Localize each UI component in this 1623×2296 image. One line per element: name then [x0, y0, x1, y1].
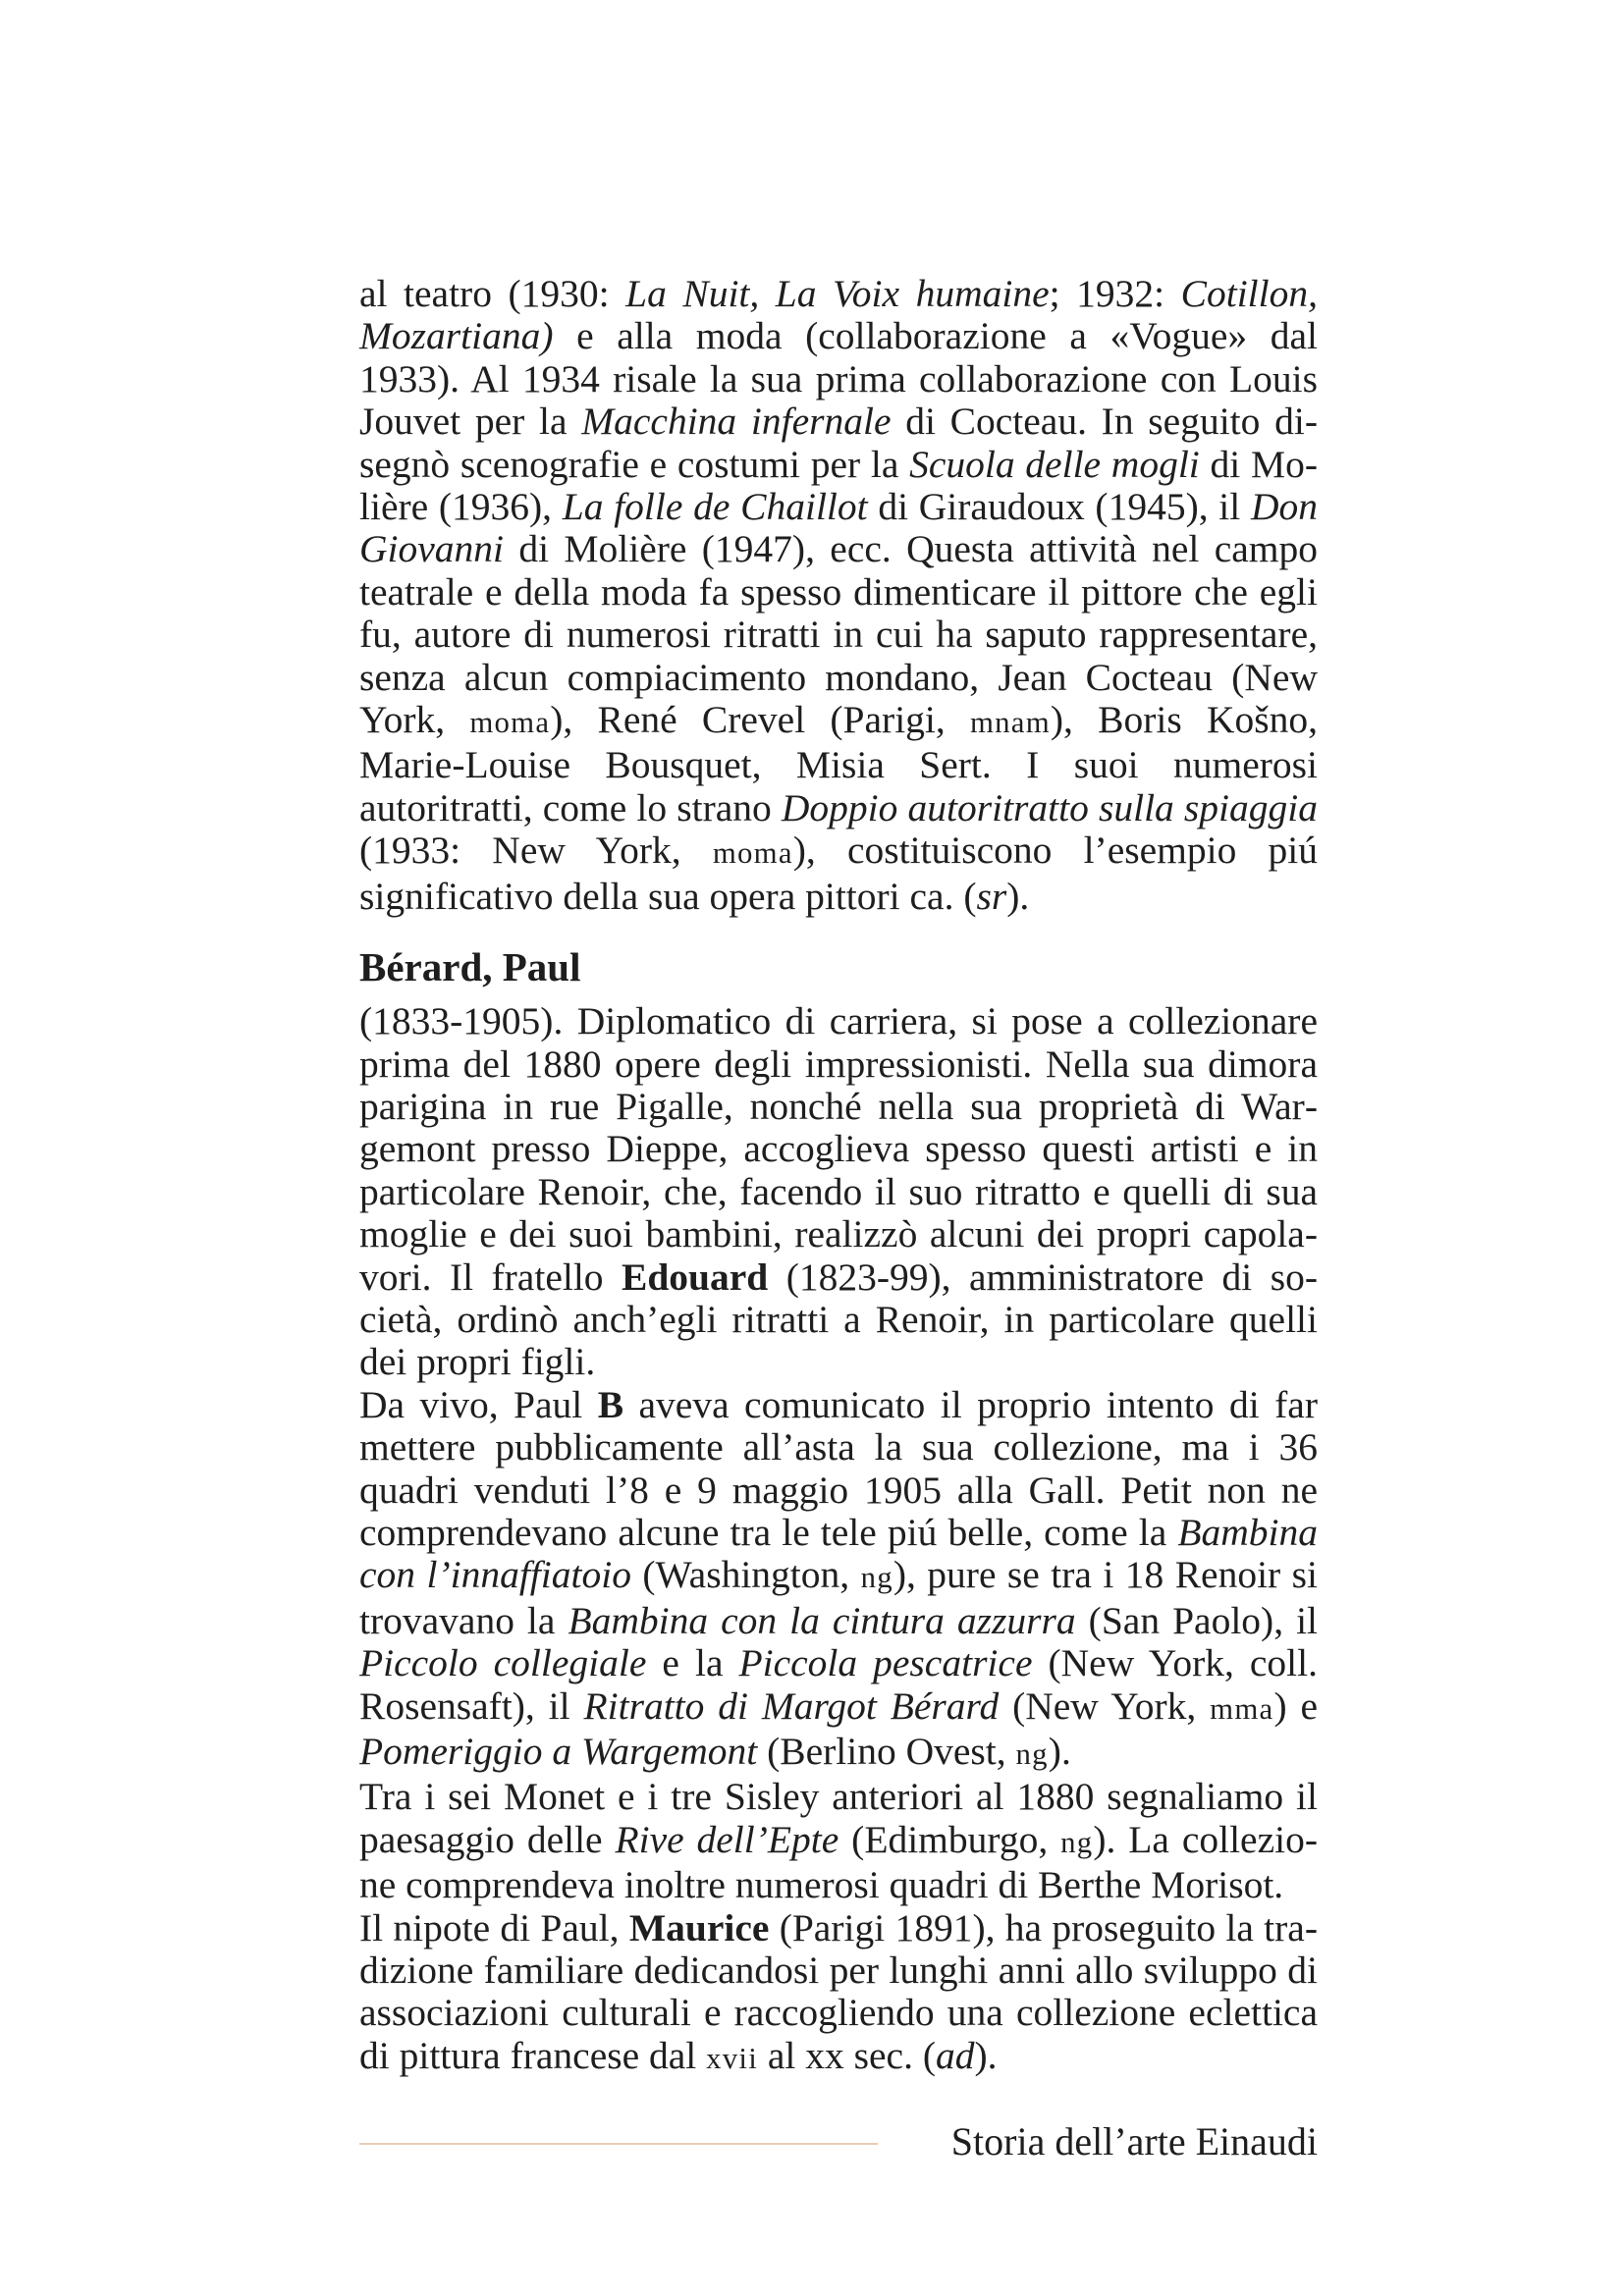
text-run: (Parigi 1891), ha proseguito la tradizione familiare dedicandosi per lunghi anni allo sviluppo di associazioni culturali e raccogliendo una collezione eclettica di pittura francese dal [359, 1905, 1318, 2077]
continued-entry-paragraph [359, 273, 1318, 918]
text-run: ) e [1273, 1683, 1319, 1728]
text-run: ), René Crevel (Parigi, [550, 698, 970, 742]
text-run: ). La collezione comprendeva inoltre numerosi quadri di Berthe Morisot. [359, 1817, 1318, 1907]
text-run: ; 1932: [1049, 272, 1181, 315]
text-run: (Edimburgo, [839, 1817, 1061, 1861]
text-run: ), costituiscono l’esempio piú significativo della sua opera pittori ca. ( [359, 828, 1318, 918]
text-run: di Molière (1936), [359, 442, 1318, 529]
small-caps-text: xvii [706, 2041, 758, 2075]
italic-text: Scuola delle mogli [909, 442, 1200, 486]
text-run: (San Paolo), il [1075, 1598, 1319, 1642]
italic-text: Bambina con la cintura azzurra [568, 1598, 1076, 1642]
text-run: ). [1006, 874, 1030, 918]
small-caps-text: mma [1210, 1691, 1274, 1726]
text-run: (1933: New York, [359, 828, 713, 873]
body-paragraph [359, 1907, 1318, 2081]
italic-text: Piccola pescatrice [738, 1641, 1033, 1685]
text-run: Il nipote di Paul, [359, 1905, 629, 1949]
text-run: ). [1048, 1730, 1071, 1773]
text-run: al teatro (1930: [359, 272, 626, 315]
text-run: al xx sec. ( [758, 2033, 936, 2077]
text-run: (New York, [999, 1683, 1211, 1728]
bold-text: B [597, 1382, 624, 1426]
small-caps-text: moma [712, 836, 793, 871]
italic-text: Bambina con l’innaffiatoio [359, 1510, 1318, 1597]
italic-text: La Nuit, La Voix humaine [625, 272, 1050, 315]
italic-text: Doppio autoritratto sulla spiaggia [781, 785, 1318, 829]
body-paragraph [359, 1776, 1318, 1906]
italic-text: Ritratto di Margot Bérard [583, 1683, 1000, 1728]
text-run: ). [974, 2033, 998, 2077]
entry-title: Bérard, Paul [359, 944, 581, 990]
text-run: ), Boris Košno, Marie-Louise Bousquet, Misia Sert. I suoi numerosi autoritratti, come lo strano [359, 698, 1318, 829]
text-run: ), pure se tra i 18 Renoir si trovavano la [359, 1553, 1318, 1642]
text-run: Tra i sei Monet e i tre Sisley anteriori al 1880 segnaliamo il paesaggio delle [359, 1775, 1318, 1861]
footer-title: Storia dell’arte Einaudi [950, 2119, 1318, 2163]
italic-text: sr [976, 874, 1007, 918]
italic-text: Pomeriggio a Wargemont [359, 1730, 758, 1773]
italic-text: Don Giovanni [359, 485, 1319, 571]
text-column [359, 273, 1318, 2080]
small-caps-text: ng [1060, 1825, 1094, 1859]
italic-text: Macchina infernale [581, 400, 892, 444]
text-run: Da vivo, Paul [359, 1382, 598, 1426]
text-run: (Washington, [630, 1553, 861, 1597]
body-paragraph [359, 1000, 1318, 1384]
text-run: di Giraudoux (1945), il [867, 485, 1251, 529]
italic-text: Rive dell’Epte [615, 1817, 839, 1861]
small-caps-text: ng [1015, 1737, 1049, 1771]
small-caps-text: ng [860, 1561, 893, 1595]
page-footer [359, 2117, 1318, 2166]
footer-rule [359, 2143, 878, 2145]
italic-text: La folle de Chaillot [562, 485, 868, 529]
text-run: (1823-99), amministratore di società, ordinò anch’egli ritratti a Renoir, in particolare quelli dei propri figli. [359, 1255, 1318, 1384]
text-run: e alla moda (collaborazione a «Vogue» dal 1933). Al 1934 risale la sua prima collaborazione con Louis Jouvet per la [359, 314, 1318, 444]
bold-text: Maurice [628, 1905, 770, 1949]
text-run: aveva comunicato il proprio intento di far mettere pubblicamente all’asta la sua collezione, ma i 36 quadri venduti l’8 e 9 maggio 1905 alla Gall. Petit non ne comprendevano alcune tra le tele piú belle, come la [359, 1382, 1318, 1554]
bold-text: Edouard [621, 1255, 769, 1299]
text-run: (New York, coll. Rosensaft), il [359, 1641, 1319, 1728]
text-run: (Berlino Ovest, [757, 1730, 1016, 1773]
body-paragraph [359, 1384, 1318, 1777]
italic-text: ad [935, 2033, 975, 2077]
text-run: di Cocteau. In seguito disegnò scenografie e costumi per la [359, 400, 1319, 486]
text-run: e la [646, 1641, 739, 1685]
italic-text: Piccolo collegiale [359, 1641, 647, 1685]
text-run: di Molière (1947), ecc. Questa attività nel campo teatrale e della moda fa spesso dimenticare il pittore che egli fu, autore di numerosi ritratti in cui ha saputo rappresentare, senza alcun compiacimento mondano, Jean Cocteau (New York, [359, 527, 1318, 742]
text-run: (1833-1905). Diplomatico di carriera, si pose a collezionare prima del 1880 opere degli impressionisti. Nella sua dimora parigina in rue Pigalle, nonché nella sua proprietà di Wargemont presso Dieppe, accoglieva spesso questi artisti e in particolare Renoir, che, facendo il suo ritratto e quelli di sua moglie e dei suoi bambini, realizzò alcuni dei propri capolavori. Il fratello [359, 999, 1318, 1299]
small-caps-text: mnam [969, 706, 1051, 740]
italic-text: Cotillon, Mozartiana) [359, 272, 1318, 358]
small-caps-text: moma [469, 706, 551, 740]
